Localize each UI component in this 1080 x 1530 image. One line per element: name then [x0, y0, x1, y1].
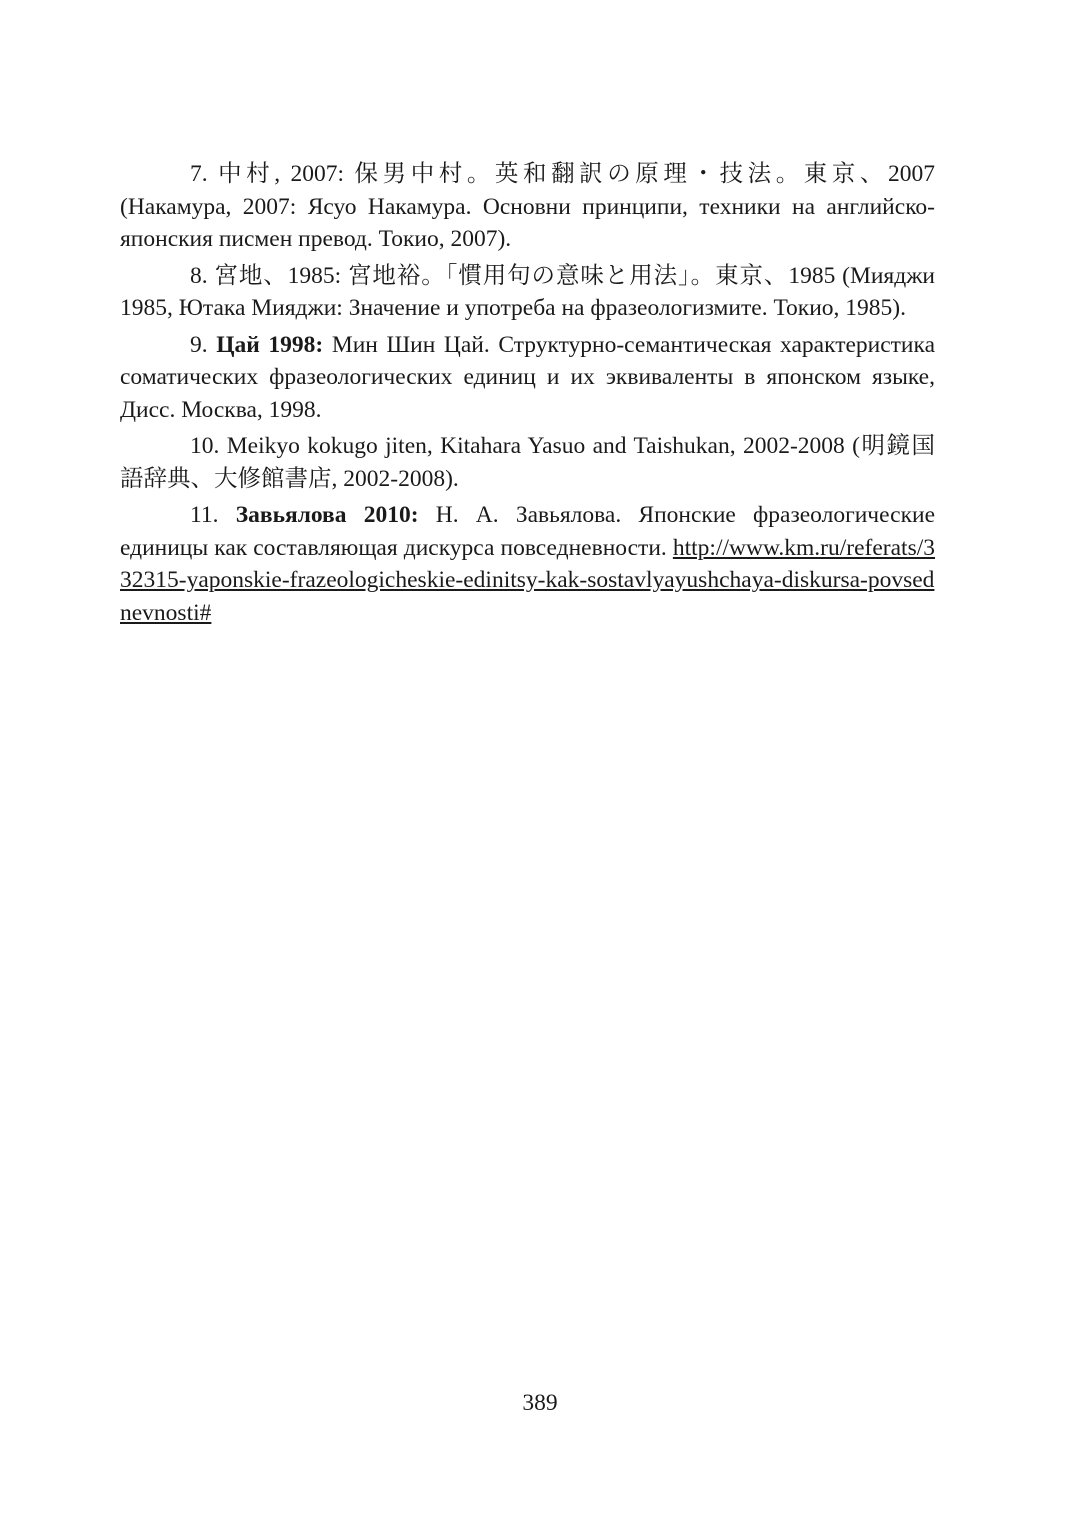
reference-number: 7. — [190, 161, 208, 187]
reference-url-link[interactable]: http://www.km.ru/referats/332315-yaponskie-frazeologicheskie-edinitsy-kak-sostavlyayushchaya-diskursa-povsednevnosti# — [120, 534, 936, 626]
reference-item-8 — [120, 260, 935, 325]
reference-text: Мин Шин Цай. Структурно-семантическая характеристика соматических фразеологических единиц и их эквиваленты в японском языке, Дисс. Москва, 1998. — [120, 331, 935, 423]
reference-author-year: Цай 1998: — [216, 331, 324, 358]
reference-item-11 — [120, 499, 935, 629]
reference-number: 10. — [190, 433, 220, 459]
reference-text: 宮地、1985: 宮地裕。「慣用句の意味と用法」。東京、1985 (Мияджи 1985, Ютака Мияджи: Значение и употреба на фразеологизмите. Токио, 1985). — [120, 262, 936, 321]
reference-text: 中村, 2007: 保男中村。英和翻訳の原理・技法。東京、2007 (Накамура, 2007: Ясуо Накамура. Основни принципи, техники на английско-японския писмен превод. Токио, 2007). — [120, 161, 935, 252]
reference-author-year: Завьялова 2010: — [235, 502, 419, 528]
reference-number: 8. — [190, 262, 208, 289]
reference-text: Meikyo kokugo jiten, Kitahara Yasuo and Taishukan, 2002-2008 (明鏡国語辞典、大修館書店, 2002-2008). — [120, 433, 935, 492]
reference-text: Н. А. Завьялова. Японские фразеологические единицы как составляющая дискурса повседневности. — [120, 502, 935, 561]
reference-item-10 — [120, 430, 935, 495]
reference-item-7 — [120, 158, 935, 256]
reference-number: 11. — [190, 502, 219, 528]
reference-item-9 — [120, 329, 935, 427]
reference-number: 9. — [190, 331, 208, 358]
page-number: 389 — [522, 1390, 558, 1416]
reference-list — [120, 158, 935, 633]
